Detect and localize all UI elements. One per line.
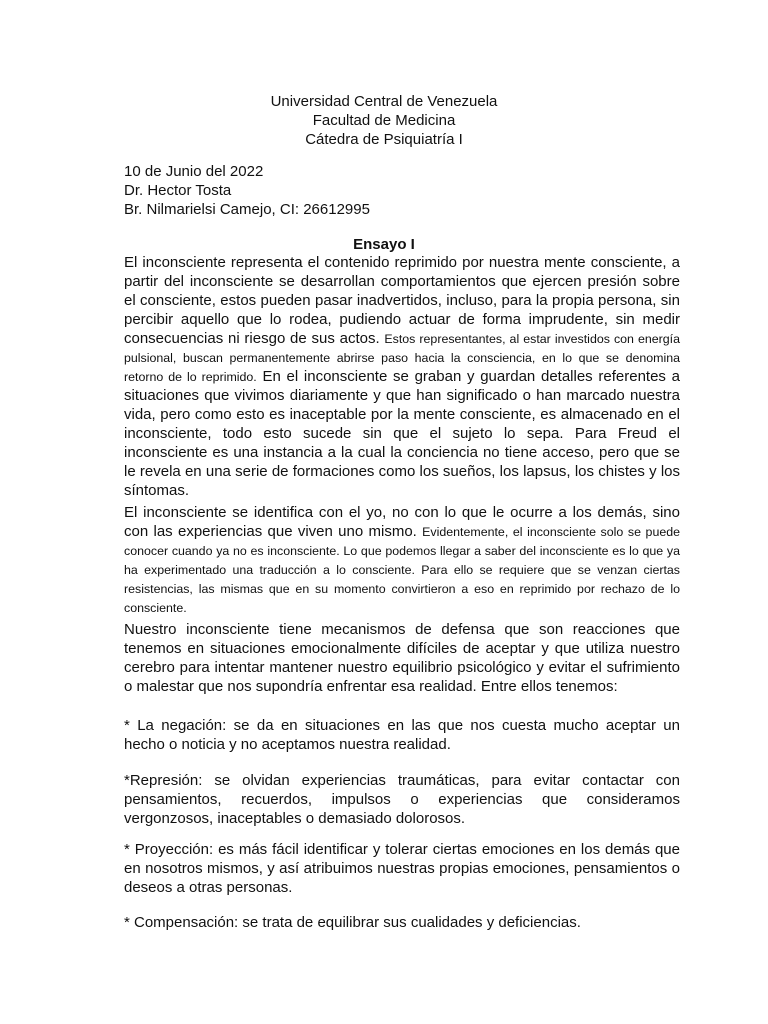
document-meta (124, 162, 684, 219)
paragraph-2-part-b: Evidentemente, el inconsciente solo se puede conocer cuando ya no es inconsciente. Lo que podemos llegar a saber del inconsciente es lo que ya ha experimentado una traducción a lo consciente. Para ello se requiere que se venzan ciertas resistencias, las mismas que en su momento convirtieron a eso en reprimido por rechazo de lo consciente. (124, 525, 681, 615)
paragraph-1 (124, 253, 680, 500)
paragraph-1-part-c: En el inconsciente se graban y guardan detalles referentes a situaciones que vivimos diariamente y que han significado o han marcado nuestra vida, pero como esto es inaceptable por la mente consciente, es almacenado en el inconsciente, todo esto sucede sin que el sujeto lo sepa. Para Freud el inconsciente es una instancia a la cual la conciencia no tiene acceso, pero que se le revela en una serie de formaciones como los sueños, los lapsus, los chistes y los síntomas. (124, 368, 680, 499)
list-item-compensacion: * Compensación: se trata de equilibrar sus cualidades y deficiencias. (124, 914, 581, 931)
document-date: 10 de Junio del 2022 (124, 163, 264, 180)
chair-name: Cátedra de Psiquiatría I (305, 131, 463, 148)
paragraph-2-part-a: El inconsciente se identifica con el yo, no con lo que le ocurre a los demás, sino con las experiencias que viven uno mismo. (124, 504, 680, 540)
list-item-proyeccion: * Proyección: es más fácil identificar y tolerar ciertas emociones en los demás que en nosotros mismos, y así atribuimos nuestras propias emociones, pensamientos o deseos a otras personas. (124, 841, 680, 896)
faculty-name: Facultad de Medicina (312, 112, 456, 129)
university-name: Universidad Central de Venezuela (270, 93, 498, 110)
paragraph-1-part-a: El inconsciente representa el contenido reprimido por nuestra mente consciente, a partir del inconsciente se desarrollan comportamientos que ejercen presión sobre el consciente, estos pueden pasar inadvertidos, incluso, para la propia persona, sin percibir aquello que lo rodea, pudiendo actuar de forma imprudente, sin medir consecuencias ni riesgo de sus actos. (124, 254, 680, 347)
essay-title: Ensayo I (353, 236, 415, 253)
doctor-name: Dr. Hector Tosta (124, 182, 232, 199)
paragraph-1-part-b: Estos representantes, al estar investidos con energía pulsional, buscan permanentemente abrirse paso hacia la consciencia, en lo que se denomina retorno de lo reprimido. (124, 332, 680, 384)
list-item-represion: *Represión: se olvidan experiencias traumáticas, para evitar contactar con pensamientos, recuerdos, impulsos o experiencias que consideramos vergonzosos, inaceptables o demasiado dolorosos. (124, 772, 680, 827)
student-name: Br. Nilmarielsi Camejo, CI: 26612995 (124, 201, 370, 218)
paragraph-3: Nuestro inconsciente tiene mecanismos de defensa que son reacciones que tenemos en situaciones emocionalmente difíciles de aceptar y que utiliza nuestro cerebro para intentar mantener nuestro equilibrio psicológico y evitar el sufrimiento o malestar que nos supondría enfrentar esa realidad. Entre ellos tenemos: (124, 621, 680, 695)
document-header (0, 92, 768, 149)
paragraph-2 (124, 503, 680, 617)
list-item-negacion: * La negación: se da en situaciones en las que nos cuesta mucho aceptar un hecho o noticia y no aceptamos nuestra realidad. (124, 717, 680, 753)
